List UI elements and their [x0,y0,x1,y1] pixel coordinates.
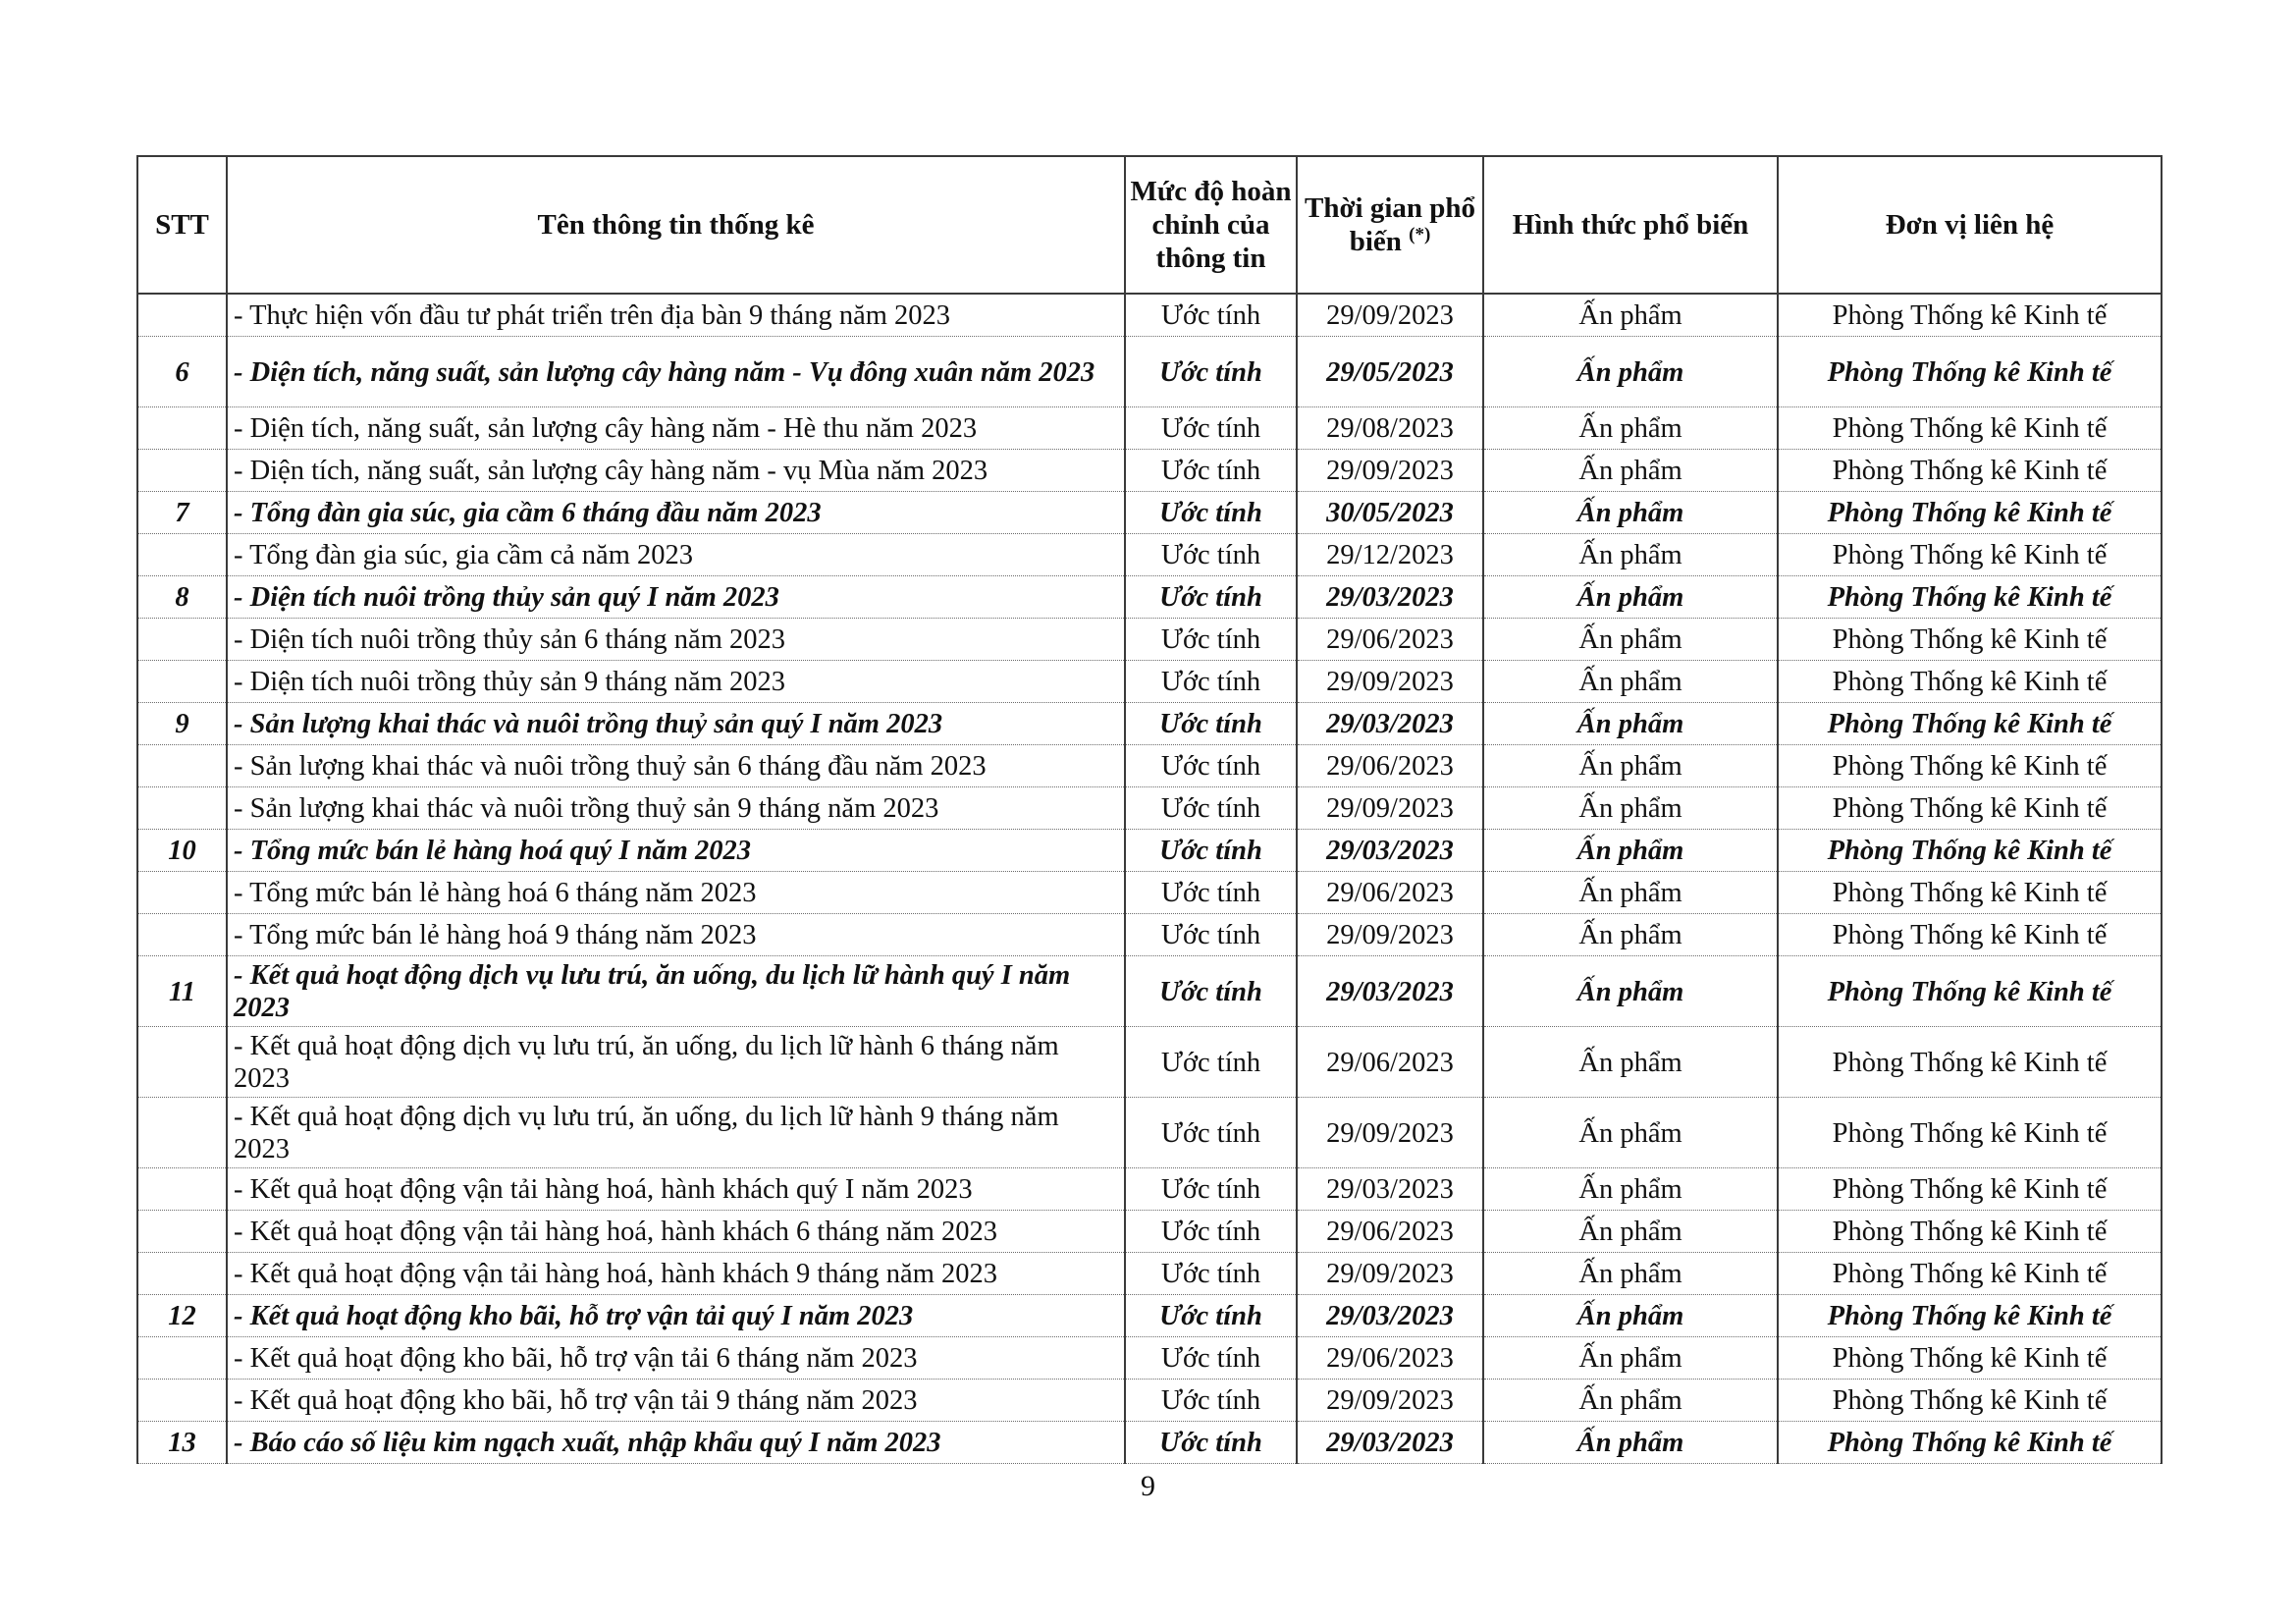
table-row [137,1422,2162,1464]
cell-name: - Diện tích nuôi trồng thủy sản 9 tháng năm 2023 [227,661,1125,703]
cell-level: Ước tính [1125,830,1297,872]
cell-form: Ấn phẩm [1483,492,1778,534]
cell-stt [137,745,227,787]
cell-time: 29/12/2023 [1297,534,1483,576]
cell-unit: Phòng Thống kê Kinh tế [1778,830,2162,872]
cell-unit: Phòng Thống kê Kinh tế [1778,1422,2162,1464]
cell-unit: Phòng Thống kê Kinh tế [1778,534,2162,576]
cell-form: Ấn phẩm [1483,1253,1778,1295]
cell-level: Ước tính [1125,1295,1297,1337]
cell-name: - Kết quả hoạt động dịch vụ lưu trú, ăn uống, du lịch lữ hành 9 tháng năm 2023 [227,1098,1125,1168]
cell-level: Ước tính [1125,534,1297,576]
cell-stt [137,661,227,703]
cell-name: - Tổng mức bán lẻ hàng hoá 6 tháng năm 2023 [227,872,1125,914]
cell-level: Ước tính [1125,337,1297,407]
cell-time: 29/05/2023 [1297,337,1483,407]
cell-form: Ấn phẩm [1483,830,1778,872]
cell-level: Ước tính [1125,492,1297,534]
cell-time: 29/06/2023 [1297,619,1483,661]
cell-name: - Diện tích, năng suất, sản lượng cây hàng năm - Vụ đông xuân năm 2023 [227,337,1125,407]
cell-form: Ấn phẩm [1483,1295,1778,1337]
cell-form: Ấn phẩm [1483,703,1778,745]
cell-stt [137,1253,227,1295]
cell-unit: Phòng Thống kê Kinh tế [1778,1295,2162,1337]
cell-form: Ấn phẩm [1483,787,1778,830]
cell-level: Ước tính [1125,619,1297,661]
table-row [137,1253,2162,1295]
cell-stt: 11 [137,956,227,1027]
cell-time: 29/09/2023 [1297,1380,1483,1422]
cell-form: Ấn phẩm [1483,1027,1778,1098]
cell-name: - Kết quả hoạt động vận tải hàng hoá, hành khách 9 tháng năm 2023 [227,1253,1125,1295]
cell-form: Ấn phẩm [1483,576,1778,619]
cell-level: Ước tính [1125,1422,1297,1464]
cell-time: 29/09/2023 [1297,787,1483,830]
cell-name: - Diện tích nuôi trồng thủy sản quý I năm 2023 [227,576,1125,619]
cell-form: Ấn phẩm [1483,1337,1778,1380]
table-row [137,1211,2162,1253]
cell-form: Ấn phẩm [1483,1380,1778,1422]
table-row [137,450,2162,492]
cell-unit: Phòng Thống kê Kinh tế [1778,661,2162,703]
cell-level: Ước tính [1125,576,1297,619]
table-row [137,1380,2162,1422]
cell-form: Ấn phẩm [1483,337,1778,407]
cell-form: Ấn phẩm [1483,1422,1778,1464]
cell-unit: Phòng Thống kê Kinh tế [1778,956,2162,1027]
header-time-note: (*) [1409,224,1431,245]
cell-name: - Tổng đàn gia súc, gia cầm 6 tháng đầu năm 2023 [227,492,1125,534]
cell-unit: Phòng Thống kê Kinh tế [1778,492,2162,534]
page-number: 9 [1141,1470,1155,1502]
table-body [137,294,2162,1464]
cell-time: 29/09/2023 [1297,1098,1483,1168]
table-row [137,914,2162,956]
table-row [137,619,2162,661]
cell-name: - Sản lượng khai thác và nuôi trồng thuỷ sản quý I năm 2023 [227,703,1125,745]
table-row [137,661,2162,703]
cell-unit: Phòng Thống kê Kinh tế [1778,1098,2162,1168]
header-name: Tên thông tin thống kê [227,156,1125,294]
cell-form: Ấn phẩm [1483,872,1778,914]
cell-time: 29/03/2023 [1297,703,1483,745]
cell-name: - Kết quả hoạt động dịch vụ lưu trú, ăn uống, du lịch lữ hành quý I năm 2023 [227,956,1125,1027]
cell-stt [137,407,227,450]
table-row [137,1168,2162,1211]
cell-level: Ước tính [1125,661,1297,703]
cell-form: Ấn phẩm [1483,450,1778,492]
header-stt: STT [137,156,227,294]
cell-unit: Phòng Thống kê Kinh tế [1778,1027,2162,1098]
cell-stt [137,1380,227,1422]
cell-unit: Phòng Thống kê Kinh tế [1778,407,2162,450]
cell-stt [137,1337,227,1380]
cell-time: 29/06/2023 [1297,872,1483,914]
table-row [137,787,2162,830]
cell-unit: Phòng Thống kê Kinh tế [1778,337,2162,407]
cell-form: Ấn phẩm [1483,661,1778,703]
cell-name: - Kết quả hoạt động kho bãi, hỗ trợ vận tải 9 tháng năm 2023 [227,1380,1125,1422]
cell-name: - Báo cáo số liệu kim ngạch xuất, nhập khẩu quý I năm 2023 [227,1422,1125,1464]
cell-unit: Phòng Thống kê Kinh tế [1778,1337,2162,1380]
cell-time: 29/06/2023 [1297,745,1483,787]
cell-level: Ước tính [1125,956,1297,1027]
table-row [137,294,2162,337]
cell-level: Ước tính [1125,1337,1297,1380]
header-level: Mức độ hoàn chỉnh của thông tin [1125,156,1297,294]
cell-unit: Phòng Thống kê Kinh tế [1778,294,2162,337]
cell-form: Ấn phẩm [1483,745,1778,787]
cell-level: Ước tính [1125,872,1297,914]
cell-level: Ước tính [1125,294,1297,337]
cell-stt: 9 [137,703,227,745]
cell-form: Ấn phẩm [1483,914,1778,956]
cell-stt [137,450,227,492]
cell-unit: Phòng Thống kê Kinh tế [1778,872,2162,914]
cell-level: Ước tính [1125,1253,1297,1295]
cell-level: Ước tính [1125,407,1297,450]
cell-stt: 7 [137,492,227,534]
cell-unit: Phòng Thống kê Kinh tế [1778,576,2162,619]
cell-unit: Phòng Thống kê Kinh tế [1778,787,2162,830]
cell-stt [137,1168,227,1211]
cell-name: - Tổng mức bán lẻ hàng hoá quý I năm 2023 [227,830,1125,872]
table-row [137,534,2162,576]
cell-name: - Kết quả hoạt động vận tải hàng hoá, hành khách 6 tháng năm 2023 [227,1211,1125,1253]
cell-level: Ước tính [1125,1211,1297,1253]
cell-name: - Diện tích, năng suất, sản lượng cây hàng năm - Hè thu năm 2023 [227,407,1125,450]
cell-level: Ước tính [1125,1380,1297,1422]
cell-stt: 10 [137,830,227,872]
cell-stt [137,1027,227,1098]
table-row [137,830,2162,872]
cell-level: Ước tính [1125,1168,1297,1211]
cell-name: - Diện tích nuôi trồng thủy sản 6 tháng năm 2023 [227,619,1125,661]
table-row [137,1027,2162,1098]
cell-unit: Phòng Thống kê Kinh tế [1778,1380,2162,1422]
cell-stt [137,787,227,830]
cell-time: 29/09/2023 [1297,294,1483,337]
cell-form: Ấn phẩm [1483,956,1778,1027]
table-header-row [137,156,2162,294]
cell-unit: Phòng Thống kê Kinh tế [1778,1168,2162,1211]
cell-level: Ước tính [1125,450,1297,492]
table-row [137,956,2162,1027]
cell-form: Ấn phẩm [1483,294,1778,337]
cell-stt: 6 [137,337,227,407]
table-row [137,745,2162,787]
cell-unit: Phòng Thống kê Kinh tế [1778,914,2162,956]
cell-name: - Thực hiện vốn đầu tư phát triển trên địa bàn 9 tháng năm 2023 [227,294,1125,337]
cell-time: 30/05/2023 [1297,492,1483,534]
cell-unit: Phòng Thống kê Kinh tế [1778,703,2162,745]
cell-time: 29/09/2023 [1297,450,1483,492]
table-row [137,1295,2162,1337]
cell-level: Ước tính [1125,787,1297,830]
cell-level: Ước tính [1125,914,1297,956]
cell-form: Ấn phẩm [1483,1168,1778,1211]
cell-name: - Diện tích, năng suất, sản lượng cây hàng năm - vụ Mùa năm 2023 [227,450,1125,492]
cell-stt [137,294,227,337]
cell-stt: 8 [137,576,227,619]
cell-level: Ước tính [1125,1027,1297,1098]
cell-time: 29/09/2023 [1297,661,1483,703]
table-row [137,337,2162,407]
header-time [1297,156,1483,294]
cell-stt [137,1098,227,1168]
table-row [137,703,2162,745]
cell-time: 29/08/2023 [1297,407,1483,450]
cell-form: Ấn phẩm [1483,1211,1778,1253]
cell-form: Ấn phẩm [1483,534,1778,576]
cell-time: 29/03/2023 [1297,1422,1483,1464]
cell-level: Ước tính [1125,1098,1297,1168]
cell-unit: Phòng Thống kê Kinh tế [1778,619,2162,661]
cell-time: 29/03/2023 [1297,1295,1483,1337]
cell-name: - Kết quả hoạt động vận tải hàng hoá, hành khách quý I năm 2023 [227,1168,1125,1211]
cell-form: Ấn phẩm [1483,619,1778,661]
cell-form: Ấn phẩm [1483,1098,1778,1168]
cell-stt [137,619,227,661]
table-row [137,1098,2162,1168]
cell-name: - Kết quả hoạt động dịch vụ lưu trú, ăn uống, du lịch lữ hành 6 tháng năm 2023 [227,1027,1125,1098]
cell-stt: 12 [137,1295,227,1337]
cell-name: - Sản lượng khai thác và nuôi trồng thuỷ sản 6 tháng đầu năm 2023 [227,745,1125,787]
cell-time: 29/06/2023 [1297,1027,1483,1098]
cell-unit: Phòng Thống kê Kinh tế [1778,450,2162,492]
table-row [137,492,2162,534]
cell-stt: 13 [137,1422,227,1464]
table-row [137,576,2162,619]
cell-time: 29/03/2023 [1297,956,1483,1027]
cell-time: 29/09/2023 [1297,914,1483,956]
cell-time: 29/06/2023 [1297,1337,1483,1380]
cell-stt [137,914,227,956]
header-unit: Đơn vị liên hệ [1778,156,2162,294]
cell-stt [137,872,227,914]
cell-name: - Kết quả hoạt động kho bãi, hỗ trợ vận tải quý I năm 2023 [227,1295,1125,1337]
header-form: Hình thức phổ biến [1483,156,1778,294]
cell-stt [137,1211,227,1253]
statistics-table [136,155,2163,1464]
cell-level: Ước tính [1125,703,1297,745]
cell-time: 29/03/2023 [1297,830,1483,872]
cell-level: Ước tính [1125,745,1297,787]
cell-name: - Tổng đàn gia súc, gia cầm cả năm 2023 [227,534,1125,576]
table-row [137,1337,2162,1380]
header-time-label: Thời gian phổ biến [1304,192,1476,257]
table-row [137,407,2162,450]
cell-unit: Phòng Thống kê Kinh tế [1778,1253,2162,1295]
cell-unit: Phòng Thống kê Kinh tế [1778,1211,2162,1253]
cell-name: - Kết quả hoạt động kho bãi, hỗ trợ vận tải 6 tháng năm 2023 [227,1337,1125,1380]
cell-form: Ấn phẩm [1483,407,1778,450]
cell-stt [137,534,227,576]
table-row [137,872,2162,914]
cell-time: 29/03/2023 [1297,576,1483,619]
cell-time: 29/03/2023 [1297,1168,1483,1211]
cell-name: - Sản lượng khai thác và nuôi trồng thuỷ sản 9 tháng năm 2023 [227,787,1125,830]
cell-name: - Tổng mức bán lẻ hàng hoá 9 tháng năm 2023 [227,914,1125,956]
cell-unit: Phòng Thống kê Kinh tế [1778,745,2162,787]
cell-time: 29/06/2023 [1297,1211,1483,1253]
cell-time: 29/09/2023 [1297,1253,1483,1295]
